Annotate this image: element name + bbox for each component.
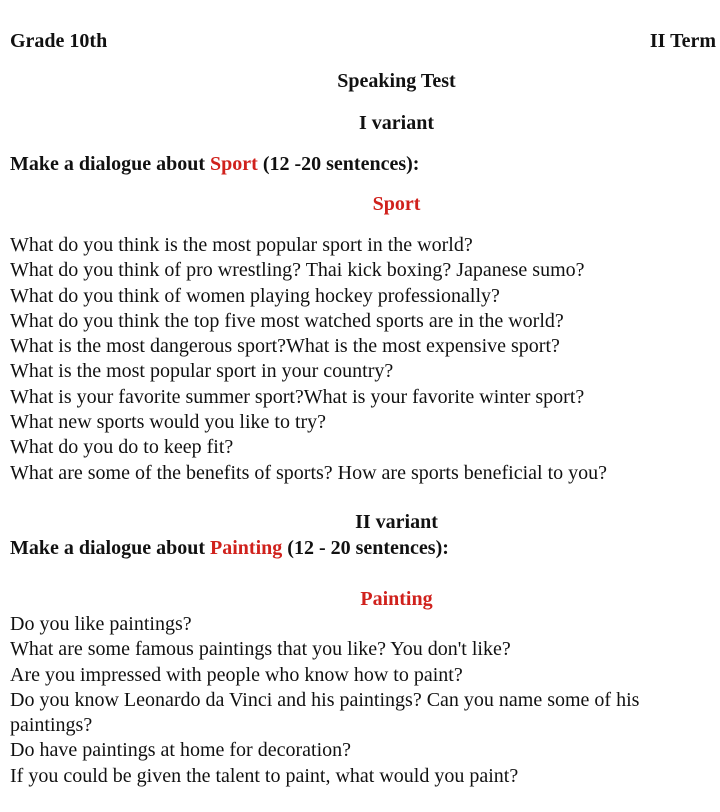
question-item: What do you do to keep fit? (10, 436, 234, 459)
variant-1-question-list (10, 233, 715, 486)
test-title: Speaking Test (337, 70, 456, 92)
variant-1-heading: Sport (372, 193, 421, 215)
variant-2-prompt (10, 537, 449, 560)
question-item: Are you impressed with people who know how to paint? (10, 663, 463, 686)
question-item: What do you think of women playing hockey professionally? (10, 284, 500, 307)
question-item: What new sports would you like to try? (10, 411, 327, 434)
question-item: What are some of the benefits of sports? How are sports beneficial to you? (10, 461, 608, 484)
question-item: What do you think is the most popular sport in the world? (10, 234, 473, 256)
question-item: What is the most popular sport in your country? (10, 360, 394, 383)
variant-1-prompt-prefix: Make a dialogue about (10, 153, 211, 175)
variant-2-question-list (10, 612, 715, 789)
question-item: Do you like paintings? (10, 613, 192, 635)
variant-1-prompt-topic: Sport (210, 153, 258, 175)
grade-label: Grade 10th (10, 30, 108, 52)
variant-2-prompt-topic: Painting (210, 537, 283, 559)
variant-1-prompt (10, 153, 419, 176)
term-label: II Term (649, 30, 716, 52)
variant-1-prompt-suffix: (12 -20 sentences): (257, 153, 420, 175)
variant-1-label: I variant (359, 112, 434, 134)
question-item: What is the most dangerous sport?What is the most expensive sport? (10, 335, 560, 358)
variant-2-heading: Painting (360, 588, 433, 610)
page-header (10, 30, 716, 53)
question-item: Do have paintings at home for decoration? (10, 739, 351, 762)
question-item: If you could be given the talent to paint, what would you paint? (10, 764, 519, 787)
variant-2-prompt-prefix: Make a dialogue about (10, 537, 211, 559)
question-item: What do you think the top five most watched sports are in the world? (10, 309, 564, 332)
variant-2-label: II variant (355, 511, 438, 533)
question-item: What is your favorite summer sport?What is your favorite winter sport? (10, 385, 585, 408)
question-item: What are some famous paintings that you like? You don't like? (10, 638, 511, 661)
variant-2-prompt-suffix: (12 - 20 sentences): (282, 537, 449, 559)
question-item: Do you know Leonardo da Vinci and his paintings? Can you name some of his paintings? (10, 688, 640, 737)
question-item: What do you think of pro wrestling? Thai kick boxing? Japanese sumo? (10, 259, 585, 282)
